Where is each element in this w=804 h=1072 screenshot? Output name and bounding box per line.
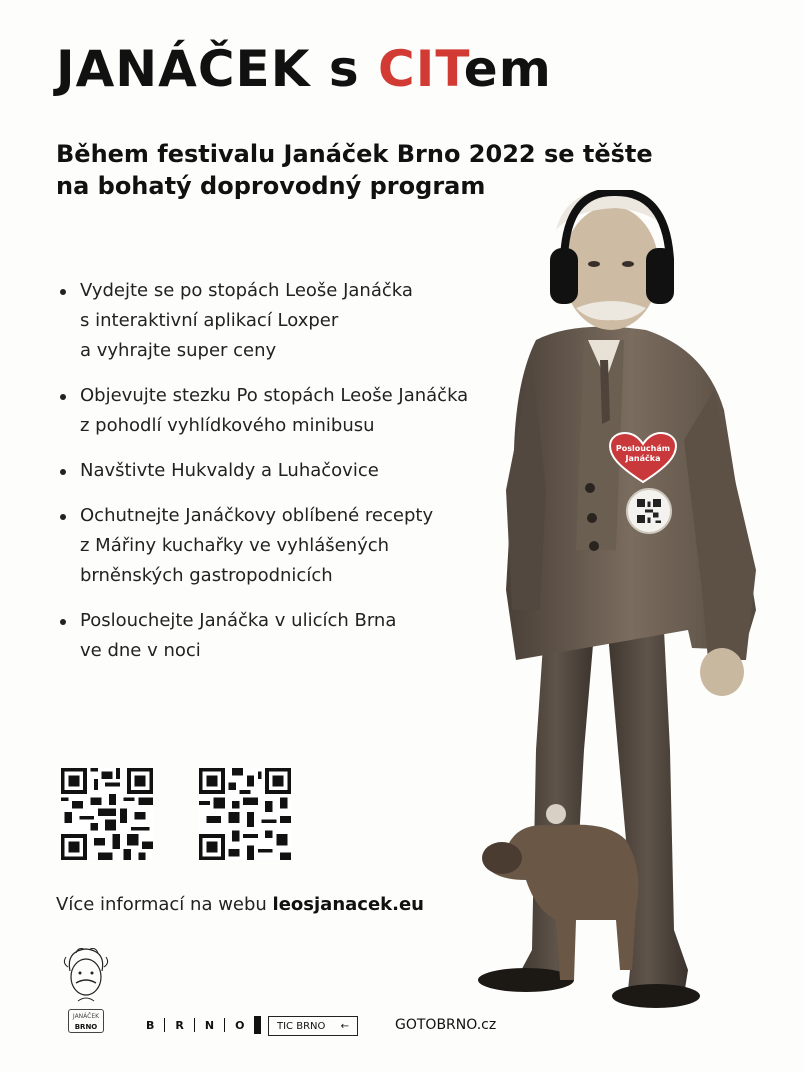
brno-letter: R: [175, 1018, 184, 1032]
brno-label: BRNO: [74, 1023, 98, 1031]
program-item-line: a vyhrajte super ceny: [80, 340, 277, 361]
more-info: [56, 894, 424, 915]
program-item-line: z Mářiny kuchařky ve vyhlášených: [80, 535, 390, 556]
janacek-brno-label: [68, 1009, 104, 1033]
program-item-line: Objevujte stezku Po stopách Leoše Janáčka: [80, 385, 469, 406]
qr-code-1[interactable]: [61, 768, 153, 860]
badge-qr-code: [626, 488, 672, 534]
brno-letter: O: [235, 1018, 245, 1032]
qr-code-icon: [61, 768, 153, 860]
poster-title: [56, 40, 552, 98]
program-item-line: Navštivte Hukvaldy a Luhačovice: [80, 460, 379, 481]
more-info-text: Více informací na webu: [56, 894, 273, 915]
qr-code-2[interactable]: [199, 768, 291, 860]
program-item-line: s interaktivní aplikací Loxper: [80, 310, 339, 331]
title-accent: CIT: [378, 40, 464, 98]
title-main: JANÁČEK s: [56, 40, 379, 98]
subtitle-line-2: na bohatý doprovodný program: [56, 172, 486, 200]
brno-divider: [164, 1018, 165, 1032]
brno-block-mark: [254, 1016, 261, 1034]
subtitle-line-1: Během festivalu Janáček Brno 2022 se těšte: [56, 140, 653, 168]
program-item-line: Ochutnejte Janáčkovy oblíbené recepty: [80, 505, 434, 526]
program-item-line: brněnských gastropodnicích: [80, 565, 333, 586]
title-tail: em: [463, 40, 552, 98]
janacek-with-headphones-illustration: [456, 190, 776, 1040]
poslouchám-janacka-badge: [608, 432, 678, 484]
gotobrno-logo: GOTOBRNO.cz: [395, 1017, 497, 1033]
qr-code-icon: [637, 499, 661, 523]
tic-brno-logo: [268, 1016, 358, 1036]
janacek-caricature-icon: [56, 945, 116, 1005]
brno-letter: B: [146, 1018, 155, 1032]
qr-code-icon: [199, 768, 291, 860]
brno-divider: [224, 1018, 225, 1032]
brno-logo: [146, 1015, 261, 1035]
website-link[interactable]: leosjanacek.eu: [272, 894, 424, 915]
tic-brno-label: TIC BRNO: [277, 1020, 326, 1032]
janacek-photo: [456, 190, 776, 1040]
program-item-line: Poslouchejte Janáčka v ulicích Brna: [80, 610, 397, 631]
badge-line-2: Janáčka: [625, 454, 661, 463]
janacek-brno-logo: [56, 945, 116, 1037]
brno-letter: N: [204, 1018, 215, 1032]
janacek-label: JANÁČEK: [72, 1013, 100, 1020]
badge-line-1: Poslouchám: [615, 444, 671, 453]
program-item-line: Vydejte se po stopách Leoše Janáčka: [80, 280, 413, 301]
program-item-line: ve dne v noci: [80, 640, 201, 661]
arrow-left-icon: ←: [340, 1020, 349, 1032]
footer-logos: [0, 945, 804, 1045]
brno-divider: [194, 1018, 195, 1032]
program-item-line: z pohodlí vyhlídkového minibusu: [80, 415, 375, 436]
